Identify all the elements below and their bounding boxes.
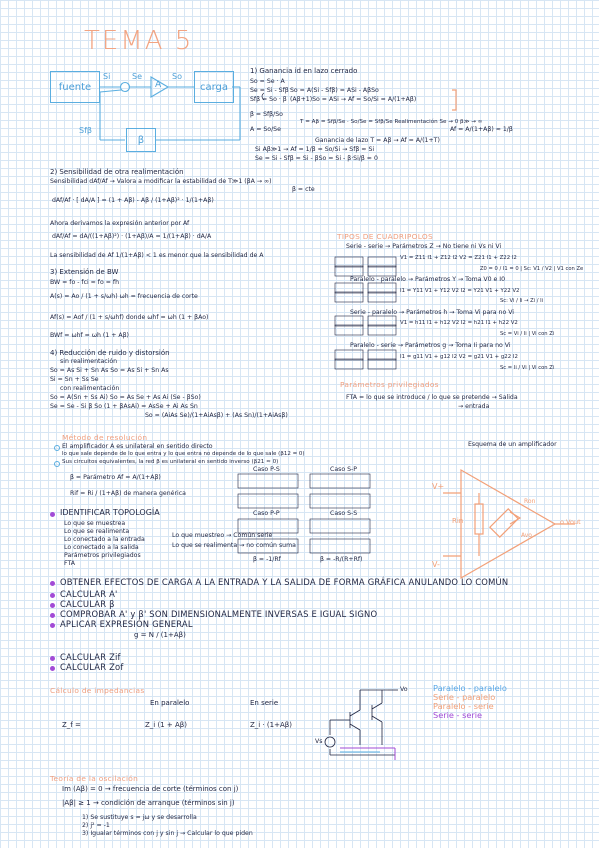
s2-line: β = cte (292, 186, 315, 193)
caso-label: Caso S-S (330, 510, 358, 517)
caso-beta: β = -1/Rf (253, 556, 281, 563)
bullet-icon (50, 603, 55, 608)
impedancias-col: En serie (250, 699, 279, 707)
oscilacion-line: Im (Aβ) = 0 → frecuencia de corte (términos con j) (62, 785, 239, 793)
metodo-line: β = Parámetro Af = A/(1+Aβ) (70, 474, 161, 481)
bullet-icon (50, 613, 55, 618)
s1-line: Se = Si - Sfβ ≈ Si - βSo = Si - β·Si/β ≈ 0 (255, 155, 378, 162)
beta-block: β (126, 128, 156, 152)
s2-heading: 2) Sensibilidad de otra realimentación (50, 168, 184, 176)
s4-line: Se = Se - Si β So (1 + βAsAi) = AsSe + Ai As Sn (50, 403, 198, 410)
step-item: APLICAR EXPRESIÓN GENERAL (60, 619, 193, 629)
s1-line: Ganancia de lazo T = Aβ → Af = A/(1+T) (315, 137, 440, 144)
carga-block: carga (194, 71, 234, 103)
tipos-line: Serie - paralelo → Parámetros h → Toma Vi para no Vi (350, 309, 515, 316)
so-label: So (172, 72, 182, 81)
impedancias-value: Z_i · (1+Aβ) (250, 721, 292, 729)
impedancias-col: En paralelo (150, 699, 190, 707)
bullet-icon (50, 623, 55, 628)
page-title: TEMA 5 (84, 26, 194, 56)
identificar-item: Lo conectado a la salida (64, 544, 139, 551)
privilegiados-heading: Parámetros privilegiados (340, 380, 439, 389)
s4-line: So = (AiAs Se)/(1+AiAsβ) + (As Sn)/(1+AiAsβ) (145, 412, 288, 419)
oscilacion-line: |Aβ| ≥ 1 → condición de arranque (términos sin j) (62, 799, 235, 807)
ron-label: Ron (524, 498, 536, 505)
s2-line: dAf/Af · [ dA/A ] = (1 + Aβ) - Aβ / (1+Aβ)² · 1/(1+Aβ) (52, 197, 214, 204)
identificar-heading: IDENTIFICAR TOPOLOGÍA (60, 508, 160, 517)
metodo-heading: Método de resolución (62, 433, 148, 442)
s4-line: sin realimentación (60, 358, 118, 365)
s2-line: La sensibilidad de Af 1/(1+Aβ) < 1 es menor que la sensibilidad de A (50, 252, 264, 259)
caso-label: Caso P-S (253, 466, 280, 473)
sfb-label: Sfβ (79, 126, 92, 135)
oscilacion-line: 2) j² = -1 (82, 822, 110, 829)
si-label: Si (103, 72, 111, 81)
calc-item: CALCULAR Zif (60, 652, 121, 662)
amplifier-label: A (155, 80, 162, 90)
impedancias-heading: Cálculo de impedancias (50, 686, 145, 695)
caso-beta: β = -R/(R+Rf) (320, 556, 363, 563)
general-expression: g = N / (1+Aβ) (134, 631, 186, 639)
metodo-line: Sus circuitos equivalentes, la red β es unilateral en sentido inverso (β21 ≈ 0) (62, 459, 279, 465)
s1-line: So = A(Si - Sfβ) = ASi - AβSo (290, 87, 379, 94)
legend-item: Serie - serie (433, 710, 483, 720)
metodo-line: lo que sale depende de lo que entra y lo que entra no depende de lo que sale (β12 = 0) (62, 451, 305, 457)
identificar-item: Parámetros privilegiados (64, 552, 141, 559)
s1-line: A = So/Se (250, 126, 281, 133)
vplus-label: V+ (432, 482, 445, 491)
bullet-icon (50, 666, 55, 671)
s2-line: dAf/Af = dA/((1+Aβ)²) · (1+Aβ)/A = 1/(1+Aβ) · dA/A (52, 233, 212, 240)
bullet-icon (50, 581, 55, 586)
s1-line: (Aβ+1)So = ASi → Af = So/Si = A/(1+Aβ) (290, 96, 417, 103)
transistor-vo: Vo (400, 686, 408, 693)
step-item: OBTENER EFECTOS DE CARGA A LA ENTRADA Y LA SALIDA DE FORMA GRÁFICA ANULANDO LO COMÚN (60, 577, 509, 587)
legend-item: Paralelo - paralelo (433, 683, 507, 693)
s3-line: BW = fo - fci ≈ fo = fh (50, 279, 119, 286)
metodo-line: El amplificador A es unilateral en sentido directo (62, 443, 213, 450)
circle-bullet-icon (54, 461, 60, 467)
topology-legend (433, 684, 507, 720)
s1-line: Sfβ = So · β (250, 96, 287, 103)
step-item: COMPROBAR A' y β' SON DIMENSIONALMENTE INVERSAS E IGUAL SIGNO (60, 609, 378, 619)
legend-item: Serie - paralelo (433, 692, 496, 702)
s4-line: So = As Si + Sn As So = As Si + Sn As (50, 367, 169, 374)
identificar-item: Lo conectado a la entrada (64, 536, 145, 543)
s2-line: Sensibilidad dAf/Af → Valora a modificar la estabilidad de T≫1 (βA → ∞) (50, 178, 272, 185)
s4-heading: 4) Reducción de ruido y distorsión (50, 349, 170, 357)
identificar-item: FTA (64, 560, 75, 567)
rin-label: Rin (452, 517, 464, 525)
tipos-heading: TIPOS DE CUADRIPOLOS (337, 232, 433, 241)
circle-bullet-icon (54, 445, 60, 451)
opamp-heading: Esquema de un amplificador (468, 441, 557, 448)
fuente-block: fuente (50, 71, 100, 103)
bullet-icon (50, 656, 55, 661)
se-label: Se (132, 72, 142, 81)
s1-line: Af = A/(1+Aβ) ≈ 1/β (450, 126, 513, 133)
metodo-line: Rif = Ri / (1+Aβ) de manera genérica (70, 490, 186, 497)
vout-label: o Vout (560, 518, 581, 526)
privilegiados-line: → entrada (458, 403, 490, 410)
s4-line: So = A(Sn + Ss Ai) So = As Se + As Ai (Se - βSo) (50, 394, 201, 401)
s3-line: Af(s) = Aof / (1 + s/ωhf) donde ωhf = ωh (1 + βAo) (50, 314, 209, 321)
bullet-icon (50, 593, 55, 598)
tipos-line: Sc: Vi / Ii → Zi / Ii (500, 298, 544, 304)
s1-line: β = Sfβ/So (250, 111, 283, 118)
bullet-icon (50, 512, 55, 517)
avo-label: Avo (521, 532, 532, 539)
s1-line: Se = Si - Sfβ (250, 87, 289, 94)
privilegiados-line: FTA = lo que se introduce / lo que se pretende → Salida (346, 394, 518, 401)
impedancias-row: Z_f = (62, 721, 81, 729)
s3-line: A(s) = Ao / (1 + s/ωh) ωh = frecuencia de corte (50, 293, 198, 300)
s1-heading: 1) Ganancia id en lazo cerrado (250, 67, 358, 75)
caso-label: Caso P-P (253, 510, 280, 517)
step-item: CALCULAR β (60, 599, 115, 609)
tipos-line: Sc = Vi / Ii | Vi con Zi (500, 331, 555, 337)
s4-line: con realimentación (60, 385, 120, 392)
legend-item: Paralelo - serie (433, 701, 494, 711)
oscilacion-line: 3) Igualar términos con j y sin j → Calcular lo que piden (82, 830, 253, 837)
tipos-line: V1 = Z11 I1 + Z12 I2 V2 = Z21 I1 + Z22 I2 (400, 255, 517, 261)
step-item: CALCULAR A' (60, 589, 118, 599)
oscilacion-line: 1) Se sustituye s = jω y se desarrolla (82, 814, 197, 821)
transistor-vs: Vs (315, 738, 323, 745)
s2-line: Ahora derivamos la expresión anterior por Af (50, 220, 190, 227)
identificar-item: Lo que se realimenta (64, 528, 130, 535)
s3-line: BWf = ωhf = ωh (1 + Aβ) (50, 332, 129, 339)
tipos-line: I1 = Y11 V1 + Y12 V2 I2 = Y21 V1 + Y22 V2 (400, 288, 520, 294)
tipos-line: V1 = h11 I1 + h12 V2 I2 = h21 I1 + h22 V2 (400, 320, 518, 326)
tipos-line: Sc = Ii / Vi | Vi con Zi (500, 365, 555, 371)
s1-line: T = Aβ = Sfβ/Se · So/Se = Sfβ/Se Realimentación Se → 0 β≫ → ∞ (300, 119, 483, 125)
tipos-line: Paralelo - paralelo → Parámetros Y → Toma V0 e I0 (350, 276, 506, 283)
tipos-line: Serie - serie → Parámetros Z → No tiene ni Vs ni Vi (346, 243, 502, 250)
s3-heading: 3) Extensión de BW (50, 268, 119, 276)
calc-item: CALCULAR Zof (60, 662, 124, 672)
identificar-item: Lo que se muestrea (64, 520, 126, 527)
identificar-result: Lo que se realimenta → no común suma (172, 542, 296, 549)
s1-line: So = Se · A (250, 78, 285, 85)
caso-label: Caso S-P (330, 466, 357, 473)
identificar-result: Lo que muestreo → Común serie (172, 532, 273, 539)
tipos-line: Z0 = 0 / I1 = 0 | Sc: V1 / V2 | V1 con Ze (480, 266, 584, 272)
impedancias-value: Z_i (1 + Aβ) (145, 721, 187, 729)
tipos-line: I1 = g11 V1 + g12 I2 V2 = g21 V1 + g22 I2 (400, 354, 518, 360)
oscilacion-heading: Teoría de la oscilación (50, 774, 139, 783)
s4-line: Si = Sn + Ss Se (50, 376, 99, 383)
tipos-line: Paralelo - serie → Parámetros g → Toma Ii para no Vi (350, 342, 511, 349)
s1-line: Si Aβ≫1 → Af = 1/β = So/Si → Sfβ ≈ Si (255, 146, 375, 153)
vminus-label: V- (432, 560, 440, 569)
